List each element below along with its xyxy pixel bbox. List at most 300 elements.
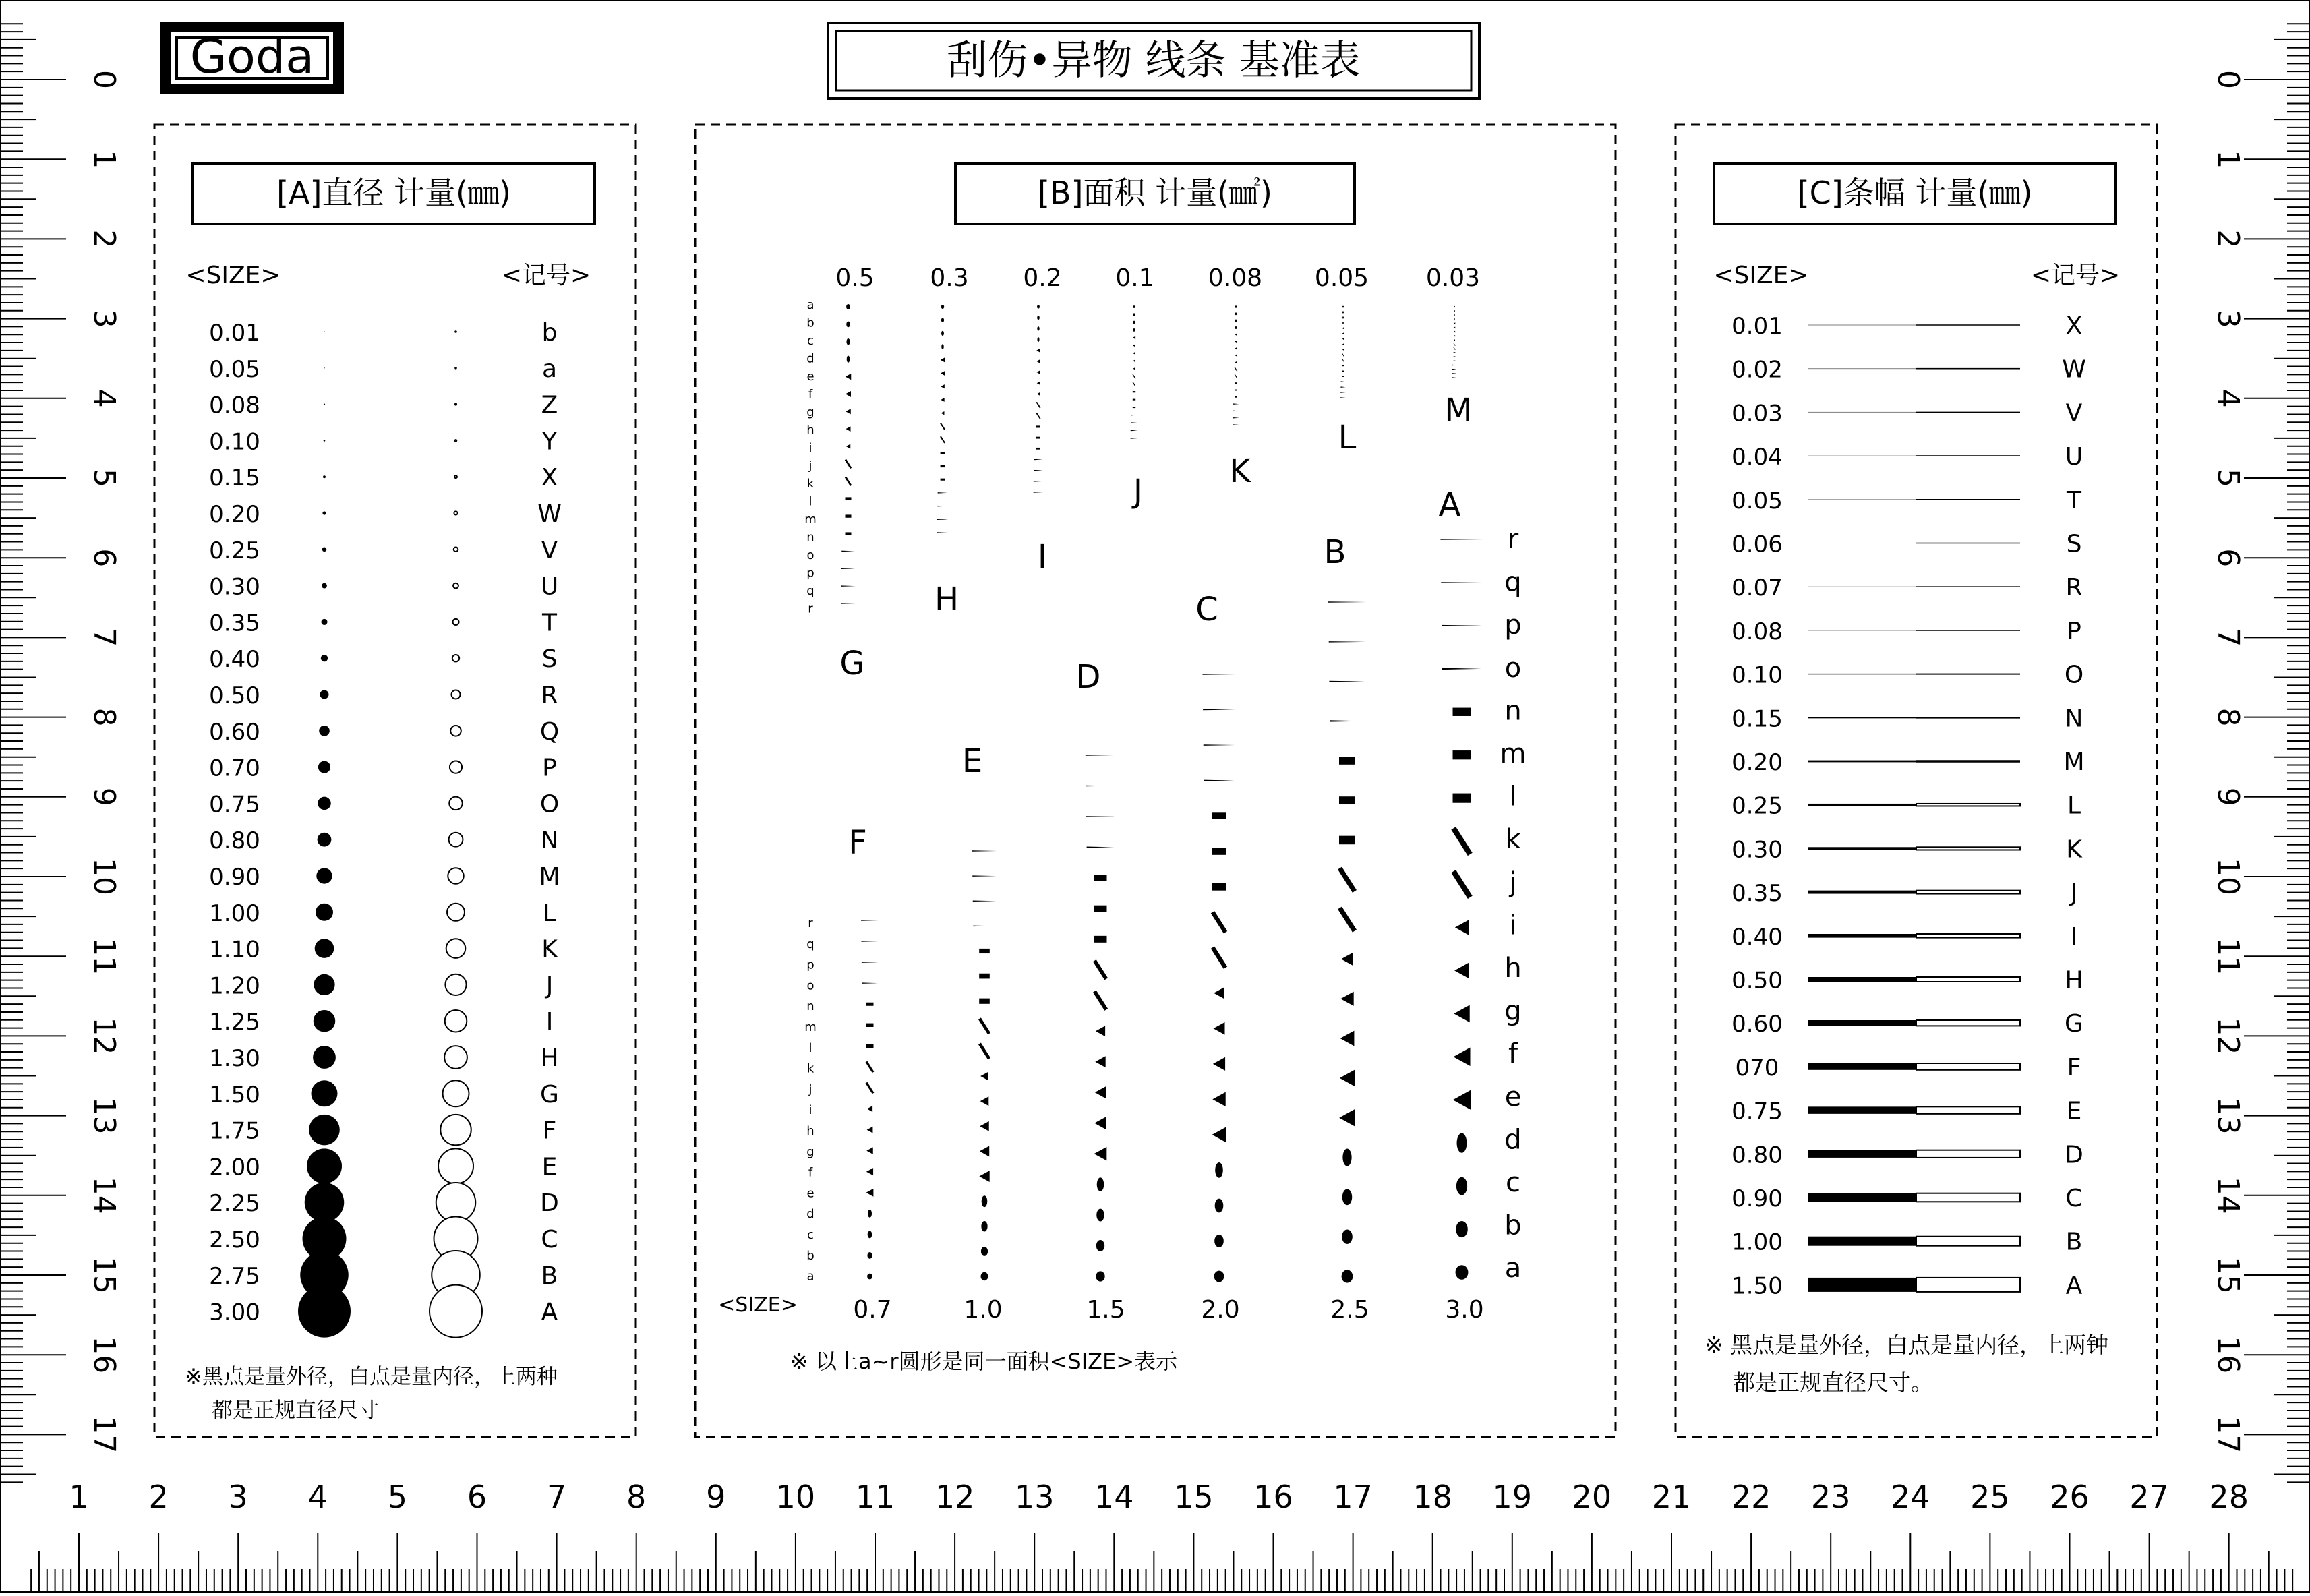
line-width-size: 1.00 — [1731, 1229, 1783, 1256]
right-ruler-number: 6 — [2211, 548, 2245, 568]
white-dot — [454, 548, 458, 552]
black-line — [1808, 934, 1916, 938]
line-width-size: 0.60 — [1731, 1011, 1783, 1038]
area-small-letter: j — [808, 459, 812, 473]
black-line — [1808, 977, 1916, 982]
line-width-size: 0.04 — [1731, 444, 1783, 471]
diameter-code: A — [541, 1298, 558, 1326]
area-top-size: 0.3 — [930, 264, 969, 292]
panel-b-note: ※ 以上a~r圆形是同一面积<SIZE>表示 — [790, 1349, 1178, 1374]
white-dot — [452, 655, 459, 661]
line-width-code: O — [2064, 661, 2084, 689]
bottom-ruler-number: 9 — [706, 1479, 726, 1515]
bottom-ruler-number: 25 — [1970, 1479, 2010, 1515]
area-mark — [1096, 1209, 1104, 1222]
bottom-ruler-number: 5 — [387, 1479, 408, 1515]
area-mark — [1094, 906, 1107, 912]
diameter-size: 0.80 — [209, 827, 260, 855]
area-right-letter: j — [1509, 866, 1517, 898]
area-mark — [1342, 365, 1344, 367]
area-right-letter: b — [1504, 1210, 1522, 1241]
white-dot — [445, 974, 466, 995]
line-width-size: 0.30 — [1731, 836, 1783, 864]
diameter-size: 1.75 — [209, 1117, 260, 1145]
area-small-letter: q — [806, 584, 815, 598]
line-width-code: G — [2065, 1010, 2083, 1038]
area-group-letter: F — [848, 824, 867, 862]
black-dot — [324, 404, 325, 405]
panel-c-heading: [C]条幅 计量(㎜) — [1797, 175, 2033, 211]
area-mark — [1215, 1199, 1224, 1213]
line-width-code: E — [2066, 1097, 2082, 1125]
line-width-code: W — [2062, 355, 2086, 384]
diameter-code: H — [540, 1044, 559, 1072]
area-small-letter: h — [806, 1124, 815, 1138]
area-mark — [1342, 1229, 1353, 1243]
right-ruler-number: 2 — [2211, 229, 2245, 249]
line-width-code: L — [2067, 792, 2081, 820]
bottom-ruler-number: 8 — [626, 1479, 647, 1515]
line-width-code: T — [2067, 486, 2081, 514]
area-small-letter: p — [806, 566, 815, 581]
white-line — [1916, 1278, 2020, 1292]
area-mark — [1342, 376, 1344, 377]
diameter-code: Z — [541, 391, 558, 419]
area-mark — [868, 1231, 872, 1238]
area-mark — [1456, 1265, 1469, 1280]
line-width-size: 1.50 — [1731, 1272, 1783, 1300]
panel-a-heading: [A]直径 计量(㎜) — [276, 175, 511, 211]
area-mark — [1342, 1270, 1353, 1282]
left-ruler-number: 8 — [87, 707, 121, 727]
line-width-code: U — [2065, 443, 2083, 471]
area-top-size: 0.08 — [1208, 264, 1263, 292]
area-group-letter: M — [1444, 392, 1473, 430]
black-line — [1808, 499, 1916, 500]
area-group-letter: I — [1037, 538, 1048, 576]
area-small-letter: m — [804, 512, 817, 527]
black-dot — [324, 440, 326, 442]
line-width-code: H — [2065, 966, 2083, 995]
line-width-code: S — [2066, 530, 2082, 558]
right-ruler-number: 4 — [2211, 388, 2245, 408]
line-width-code: C — [2065, 1185, 2083, 1212]
area-right-letter: l — [1509, 781, 1517, 812]
white-dot — [455, 440, 457, 442]
white-line — [1916, 1237, 2020, 1246]
diameter-size: 0.10 — [209, 428, 260, 456]
black-line — [1808, 1106, 1916, 1114]
left-ruler-number: 1 — [87, 150, 121, 169]
area-mark — [1235, 390, 1237, 391]
black-dot — [320, 690, 329, 699]
area-mark — [846, 514, 852, 517]
black-dot — [318, 797, 331, 810]
bottom-ruler-number: 18 — [1413, 1479, 1452, 1515]
line-width-code: V — [2065, 399, 2083, 427]
diameter-code: G — [540, 1080, 559, 1109]
diameter-size: 0.70 — [209, 755, 260, 782]
area-right-letter: q — [1504, 566, 1522, 598]
white-dot — [454, 511, 457, 514]
black-line — [1808, 1237, 1916, 1246]
area-small-letter: o — [806, 978, 815, 993]
area-small-letter: a — [806, 298, 815, 312]
area-right-letter: o — [1504, 652, 1522, 684]
area-small-letter: l — [808, 1040, 812, 1055]
area-small-letter: b — [806, 316, 815, 330]
area-mark — [1235, 396, 1237, 398]
area-mark — [847, 355, 850, 362]
diameter-code: C — [541, 1226, 558, 1253]
area-mark — [1453, 708, 1471, 716]
area-mark — [1235, 326, 1237, 330]
area-mark — [979, 999, 990, 1004]
black-dot — [298, 1285, 351, 1338]
right-ruler-number: 3 — [2211, 309, 2245, 328]
black-dot — [322, 583, 327, 589]
left-ruler-number: 7 — [87, 628, 121, 647]
diameter-code: N — [540, 827, 559, 855]
bottom-ruler-number: 22 — [1731, 1479, 1771, 1515]
right-ruler-number: 8 — [2211, 707, 2245, 727]
area-top-size: 0.1 — [1115, 264, 1154, 292]
area-right-letter: g — [1504, 995, 1522, 1027]
diameter-code: E — [541, 1153, 558, 1181]
line-width-code: D — [2065, 1141, 2083, 1169]
panel-c-note-line1: ※ 黑点是量外径，白点是量内径，上两钟 — [1705, 1332, 2109, 1358]
left-ruler-number: 13 — [87, 1096, 121, 1135]
diameter-code: D — [540, 1189, 559, 1218]
black-dot — [322, 511, 326, 514]
area-mark — [1454, 306, 1455, 307]
line-width-size: 0.03 — [1731, 400, 1783, 427]
area-mark — [1037, 316, 1040, 320]
area-small-letter: o — [806, 548, 815, 562]
area-mark — [982, 1195, 988, 1207]
black-dot — [312, 1080, 338, 1106]
diameter-size: 0.25 — [209, 537, 260, 564]
area-top-size: 0.5 — [835, 264, 875, 292]
line-width-code: R — [2065, 574, 2083, 602]
diameter-code: Q — [539, 717, 560, 746]
black-line — [1808, 1063, 1916, 1070]
diameter-code: T — [542, 609, 557, 637]
line-width-size: 0.25 — [1731, 792, 1783, 820]
panel-b-size-label: <SIZE> — [718, 1293, 798, 1317]
bottom-ruler-number: 27 — [2129, 1479, 2169, 1515]
area-right-letter: h — [1504, 953, 1522, 984]
white-dot — [438, 1148, 473, 1183]
area-small-letter: n — [806, 999, 815, 1014]
area-mark — [866, 1044, 874, 1048]
panel-a-size-label: <SIZE> — [185, 262, 281, 289]
area-small-letter: r — [808, 916, 813, 930]
area-mark — [941, 331, 944, 336]
black-dot — [318, 833, 332, 847]
area-mark — [1454, 356, 1456, 357]
area-small-letter: k — [806, 1061, 815, 1076]
diameter-size: 0.50 — [209, 682, 260, 709]
bottom-ruler-number: 20 — [1572, 1479, 1612, 1515]
bottom-ruler-number: 28 — [2209, 1479, 2249, 1515]
area-mark — [1212, 848, 1226, 854]
diameter-size: 1.10 — [209, 936, 260, 964]
diameter-code: L — [542, 899, 557, 927]
bottom-ruler-number: 11 — [855, 1479, 895, 1515]
area-mark — [941, 318, 944, 322]
diameter-size: 0.01 — [209, 320, 260, 347]
area-mark — [1454, 314, 1455, 316]
line-width-code: J — [2070, 879, 2078, 908]
line-width-code: P — [2067, 617, 2081, 645]
area-mark — [1133, 305, 1135, 308]
area-mark — [866, 1024, 874, 1027]
white-dot — [443, 1080, 469, 1106]
line-width-code: K — [2066, 835, 2082, 864]
diameter-code: I — [545, 1008, 554, 1036]
black-dot — [323, 475, 326, 478]
right-ruler-number: 10 — [2211, 858, 2245, 895]
diameter-size: 2.75 — [209, 1262, 260, 1290]
area-mark — [1214, 1235, 1224, 1247]
line-width-size: 0.01 — [1731, 313, 1783, 340]
area-small-letter: f — [808, 1165, 813, 1180]
area-mark — [1339, 757, 1355, 765]
area-mark — [866, 1003, 874, 1006]
area-mark — [1454, 352, 1456, 353]
left-ruler-number: 3 — [87, 309, 121, 328]
bottom-ruler-number: 17 — [1333, 1479, 1373, 1515]
right-ruler-number: 15 — [2211, 1256, 2245, 1294]
area-mark — [1133, 407, 1135, 408]
area-bottom-size: 2.5 — [1330, 1296, 1369, 1324]
black-line — [1808, 804, 1916, 806]
black-line — [1808, 717, 1916, 718]
area-mark — [1096, 1271, 1104, 1281]
line-width-size: 0.10 — [1731, 661, 1783, 689]
white-dot — [455, 404, 456, 405]
line-width-size: 070 — [1735, 1054, 1779, 1082]
white-dot — [444, 1046, 467, 1069]
black-dot — [316, 868, 332, 883]
bottom-ruler-number: 1 — [69, 1479, 89, 1515]
area-mark — [1094, 875, 1107, 881]
black-line — [1808, 412, 1916, 413]
area-mark — [867, 1274, 872, 1280]
bottom-ruler-number: 7 — [546, 1479, 567, 1515]
area-mark — [1453, 750, 1471, 759]
area-right-letter: m — [1500, 738, 1527, 769]
area-group-letter: C — [1195, 591, 1218, 628]
black-dot — [322, 548, 327, 552]
area-small-letter: j — [808, 1082, 812, 1097]
area-mark — [941, 344, 944, 349]
white-line — [1916, 891, 2020, 894]
black-line — [1808, 1020, 1916, 1026]
area-right-letter: i — [1509, 910, 1517, 941]
diameter-size: 0.40 — [209, 646, 260, 674]
bottom-ruler-number: 19 — [1492, 1479, 1533, 1515]
diameter-size: 2.00 — [209, 1154, 260, 1181]
white-line — [1916, 1063, 2020, 1070]
white-dot — [450, 726, 461, 736]
white-dot — [452, 619, 458, 625]
area-small-letter: c — [807, 334, 814, 348]
area-bottom-size: 1.0 — [964, 1296, 1003, 1324]
bottom-ruler-number: 10 — [775, 1479, 816, 1515]
area-small-letter: a — [806, 1269, 815, 1284]
area-right-letter: r — [1507, 524, 1519, 555]
area-right-letter: f — [1508, 1038, 1518, 1070]
black-line — [1808, 847, 1916, 850]
bottom-ruler-number: 21 — [1651, 1479, 1692, 1515]
white-dot — [440, 1115, 471, 1146]
white-line — [1916, 847, 2020, 850]
white-dot — [455, 367, 456, 369]
line-width-size: 0.05 — [1731, 487, 1783, 514]
area-mark — [979, 949, 990, 953]
right-ruler-number: 17 — [2211, 1415, 2245, 1454]
right-ruler-number: 12 — [2211, 1017, 2245, 1055]
area-top-size: 0.05 — [1314, 264, 1369, 292]
black-dot — [321, 619, 327, 625]
area-mark — [1037, 326, 1039, 330]
right-ruler-number: 9 — [2211, 787, 2245, 806]
area-mark — [1235, 382, 1237, 384]
area-group-letter: K — [1229, 452, 1251, 490]
area-mark — [1342, 316, 1344, 318]
area-bottom-size: 1.5 — [1086, 1296, 1125, 1324]
panel-c-note-line2: 都是正规直径尺寸。 — [1733, 1369, 1933, 1396]
area-small-letter: e — [806, 1186, 815, 1201]
white-line — [1916, 1106, 2020, 1114]
area-small-letter: b — [806, 1248, 815, 1263]
area-top-size: 0.2 — [1023, 264, 1062, 292]
area-mark — [1342, 311, 1344, 313]
diameter-code: J — [545, 972, 554, 1000]
area-small-letter: k — [806, 477, 815, 491]
area-mark — [1214, 1271, 1224, 1282]
area-small-letter: p — [806, 957, 815, 972]
left-ruler-number: 2 — [87, 229, 121, 249]
area-small-letter: m — [804, 1020, 817, 1034]
left-ruler-number: 6 — [87, 548, 121, 568]
area-mark — [1339, 836, 1355, 845]
area-bottom-size: 0.7 — [853, 1296, 892, 1324]
right-ruler-number: 11 — [2211, 937, 2245, 976]
area-mark — [1133, 321, 1135, 324]
white-line — [1916, 977, 2020, 982]
area-group-letter: B — [1324, 533, 1346, 571]
area-bottom-size: 3.0 — [1445, 1296, 1484, 1324]
area-mark — [867, 1252, 872, 1259]
area-right-letter: n — [1504, 695, 1522, 727]
area-group-letter: J — [1133, 473, 1144, 510]
area-mark — [846, 304, 850, 309]
right-ruler-number: 5 — [2211, 469, 2245, 487]
area-right-letter: c — [1506, 1167, 1520, 1198]
bottom-ruler-number: 15 — [1174, 1479, 1214, 1515]
area-top-size: 0.03 — [1425, 264, 1481, 292]
white-dot — [453, 583, 458, 589]
line-width-size: 0.40 — [1731, 923, 1783, 951]
bottom-ruler-number: 13 — [1014, 1479, 1055, 1515]
black-dot — [305, 1183, 345, 1222]
area-mark — [981, 1272, 988, 1280]
area-small-letter: e — [806, 370, 815, 384]
area-mark — [1094, 936, 1107, 943]
diameter-size: 0.60 — [209, 718, 260, 746]
goda-logo — [160, 22, 344, 94]
diameter-code: M — [539, 863, 560, 891]
diameter-code: F — [542, 1117, 557, 1145]
diameter-code: K — [541, 935, 558, 964]
area-mark — [1342, 322, 1344, 324]
area-mark — [1453, 794, 1471, 803]
line-width-size: 0.08 — [1731, 618, 1783, 645]
black-dot — [321, 655, 328, 661]
area-group-letter: L — [1338, 419, 1357, 456]
area-small-letter: l — [808, 494, 812, 509]
black-line — [1808, 368, 1916, 369]
diameter-code: a — [541, 355, 558, 383]
area-mark — [1215, 1162, 1223, 1178]
area-mark — [941, 305, 944, 309]
left-ruler-number: 14 — [87, 1176, 121, 1214]
line-width-size: 0.35 — [1731, 880, 1783, 908]
black-line — [1808, 1193, 1916, 1202]
area-mark — [979, 974, 990, 979]
white-dot — [454, 475, 457, 478]
left-ruler-number: 9 — [87, 787, 121, 806]
area-small-letter: c — [807, 1228, 814, 1242]
left-ruler-number: 0 — [87, 70, 121, 89]
black-dot — [319, 726, 330, 736]
diameter-size: 3.00 — [209, 1299, 260, 1326]
line-width-code: M — [2063, 748, 2085, 776]
diameter-code: O — [539, 790, 560, 819]
area-mark — [1037, 305, 1040, 308]
diameter-code: P — [542, 754, 557, 782]
area-mark — [846, 497, 852, 500]
panel-b-heading: [B]面积 计量(㎟) — [1038, 175, 1272, 211]
bottom-ruler-number: 4 — [307, 1479, 328, 1515]
area-right-letter: p — [1504, 610, 1522, 641]
black-dot — [316, 904, 333, 921]
diameter-code: X — [541, 464, 558, 492]
area-right-letter: e — [1504, 1081, 1522, 1113]
black-line — [1808, 761, 1916, 763]
area-group-letter: E — [961, 742, 983, 780]
area-mark — [1097, 1177, 1104, 1191]
area-mark — [1339, 796, 1355, 804]
line-width-code: F — [2067, 1053, 2081, 1082]
area-right-letter: d — [1504, 1124, 1522, 1156]
white-line — [1916, 934, 2020, 938]
line-width-code: X — [2065, 312, 2083, 340]
white-dot — [455, 331, 456, 332]
white-line — [1916, 804, 2020, 806]
diameter-code: Y — [542, 427, 557, 456]
diameter-size: 0.30 — [209, 573, 260, 601]
left-ruler-number: 4 — [87, 388, 121, 408]
black-dot — [314, 974, 334, 995]
area-mark — [1133, 399, 1135, 401]
bottom-ruler-number: 2 — [148, 1479, 169, 1515]
area-small-letter: g — [806, 405, 815, 419]
line-width-size: 0.80 — [1731, 1142, 1783, 1169]
